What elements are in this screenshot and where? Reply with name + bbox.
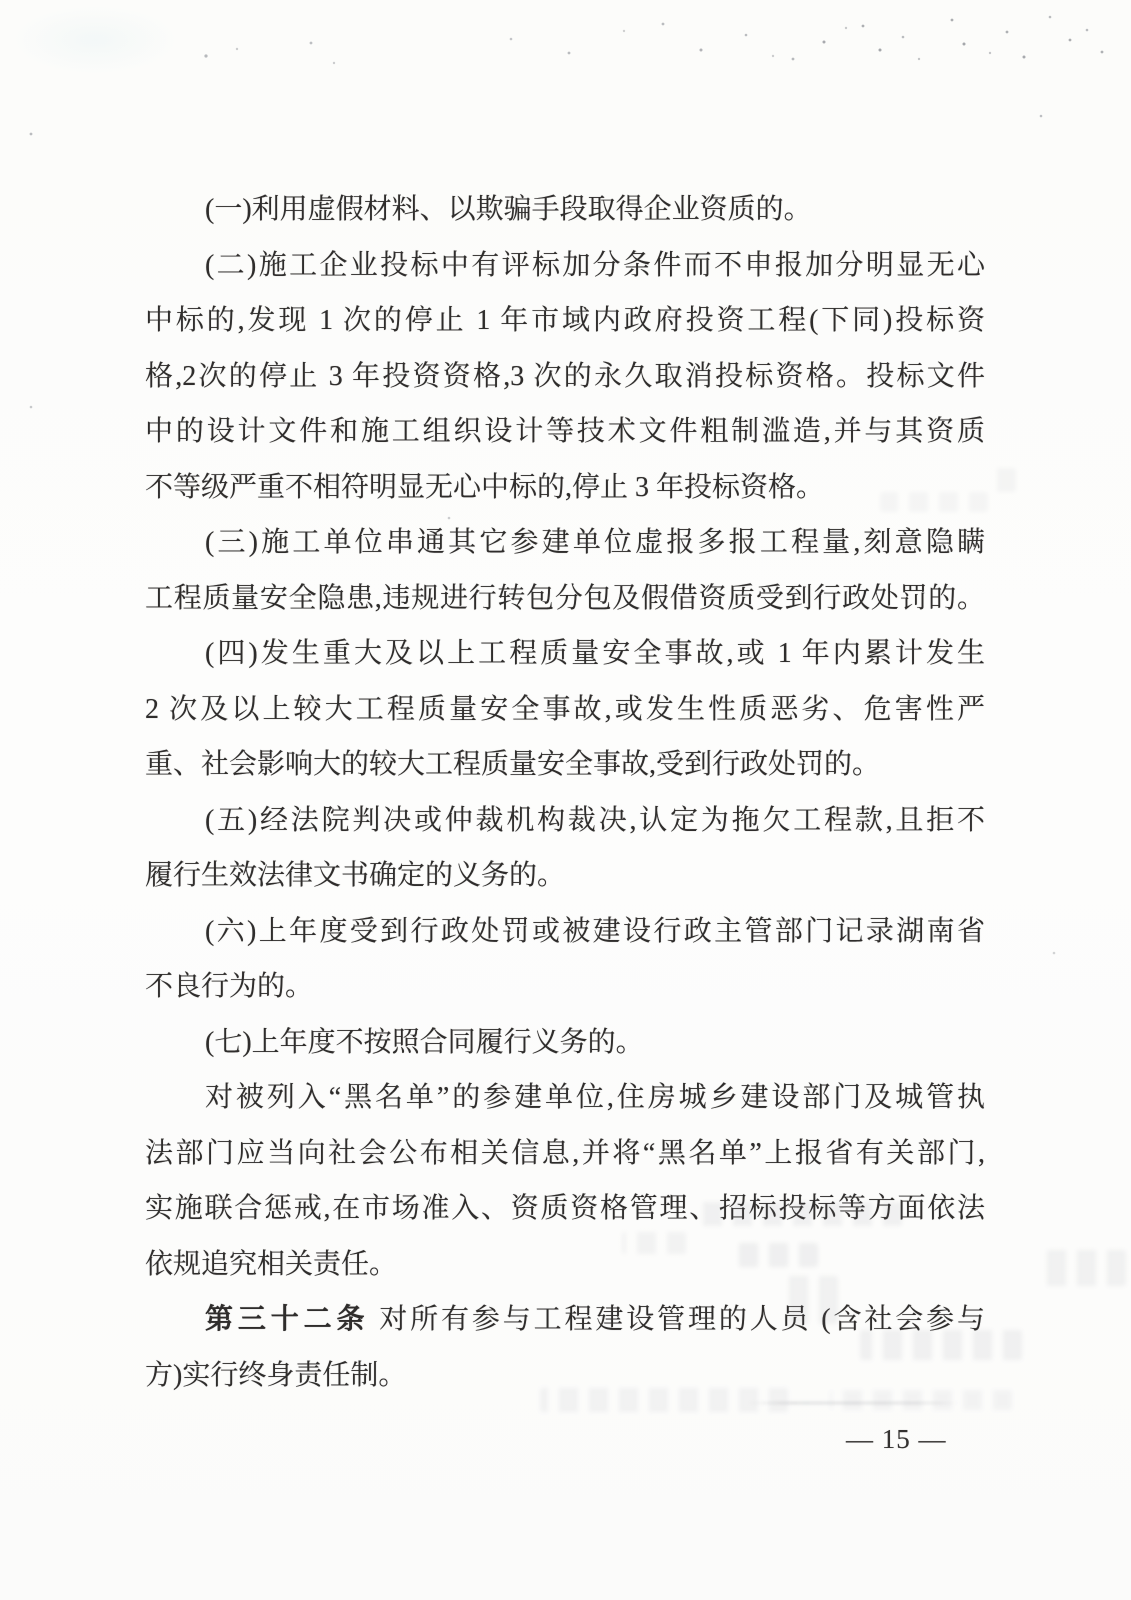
text-line: 重、社会影响大的较大工程质量安全事故,受到行政处罚的。 [145, 749, 881, 780]
text-line: 履行生效法律文书确定的义务的。 [145, 860, 566, 891]
article-number-label: 第三十二条 [205, 1304, 370, 1335]
text-line: 中标的,发现 1 次的停止 1 年市域内政府投资工程(下同)投标资 [145, 305, 985, 336]
bleedthrough-artifact [990, 468, 1016, 492]
text-line: 不良行为的。 [145, 971, 314, 1002]
bleedthrough-artifact [728, 1243, 818, 1267]
bleedthrough-artifact [1046, 1250, 1126, 1286]
page-number: — 15 — [846, 1424, 947, 1454]
text-line: 法部门应当向社会公布相关信息,并将“黑名单”上报省有关部门, [145, 1137, 985, 1169]
text-line-clause-6: (六)上年度受到行政处罚或被建设行政主管部门记录湖南省 [205, 915, 985, 947]
bleedthrough-artifact [540, 1388, 788, 1412]
bleedthrough-artifact [860, 1330, 1022, 1360]
text-line-clause-7: (七)上年度不按照合同履行义务的。 [205, 1026, 644, 1058]
text-line: 中的设计文件和施工组织设计等技术文件粗制滥造,并与其资质 [145, 416, 985, 447]
text-line: 方)实行终身责任制。 [145, 1359, 407, 1391]
text-line-article-32 [145, 1292, 985, 1348]
text-line: 实施联合惩戒,在市场准入、资质资格管理、招标投标等方面依法 [145, 1193, 985, 1224]
bleedthrough-artifact [692, 1202, 902, 1226]
text-line-clause-3: (三)施工单位串通其它参建单位虚报多报工程量,刻意隐瞒 [205, 527, 985, 558]
text-line: 格,2次的停止 3 年投资资格,3 次的永久取消投标资格。投标文件 [145, 360, 985, 392]
bleedthrough-artifact [622, 1232, 686, 1254]
text-line-clause-4: (四)发生重大及以上工程质量安全事故,或 1 年内累计发生 [205, 638, 985, 669]
text-line-clause-2: (二)施工企业投标中有评标加分条件而不申报加分明显无心 [205, 249, 985, 281]
scanner-noise-specks [0, 0, 2, 2]
text-line: 依规追究相关责任。 [145, 1248, 398, 1280]
text-line-blacklist: 对被列入“黑名单”的参建单位,住房城乡建设部门及城管执 [205, 1082, 985, 1113]
bleedthrough-artifact [830, 1390, 1012, 1410]
text-line-clause-5: (五)经法院判决或仲裁机构裁决,认定为拖欠工程款,且拒不 [205, 804, 985, 836]
bleedthrough-artifact [786, 1276, 838, 1324]
text-line: 工程质量安全隐患,违规进行转包分包及假借资质受到行政处罚的。 [145, 582, 985, 614]
article-text: 对所有参与工程建设管理的人员 (含社会参与 [369, 1304, 985, 1335]
scan-streak-artifact [748, 1401, 960, 1405]
text-line: 不等级严重不相符明显无心中标的,停止 3 年投标资格。 [145, 471, 825, 503]
text-line-clause-1: (一)利用虚假材料、以欺骗手段取得企业资质的。 [205, 194, 812, 225]
text-line: 2 次及以上较大工程质量安全事故,或发生性质恶劣、危害性严 [145, 693, 985, 725]
